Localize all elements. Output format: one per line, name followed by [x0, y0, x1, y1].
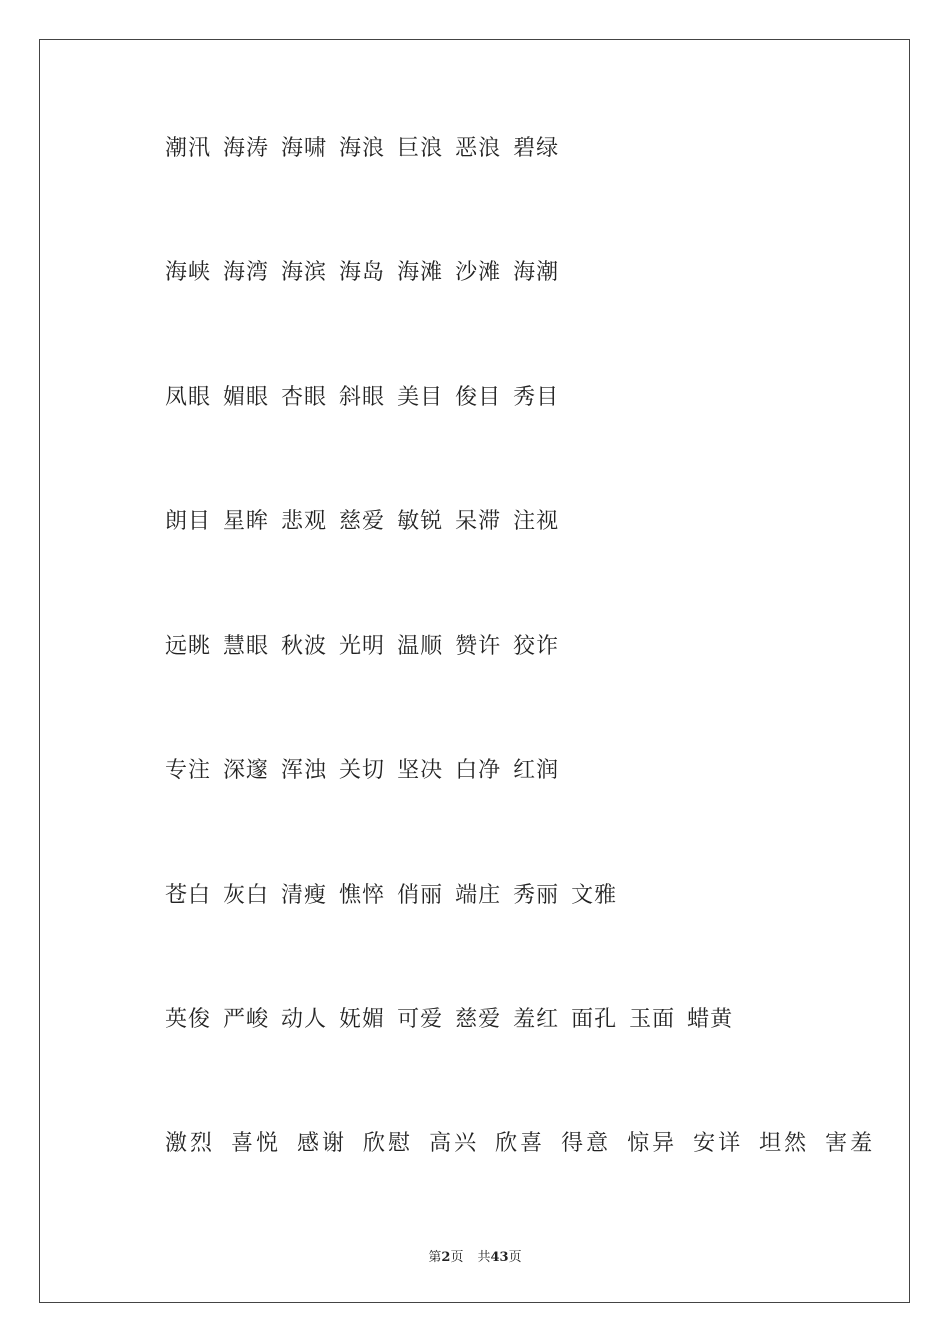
page-footer: [0, 1246, 950, 1265]
word: 关切: [339, 758, 386, 783]
word: 英俊: [165, 1007, 212, 1032]
word: 清瘦: [281, 883, 328, 908]
page-suffix: 页: [450, 1250, 464, 1265]
word: 赞许: [455, 634, 502, 659]
word: 碧绿: [513, 136, 560, 161]
word: 海滩: [397, 260, 444, 285]
word: 面孔: [571, 1007, 618, 1032]
word: 斜眼: [339, 385, 386, 410]
word-row-4: [165, 507, 571, 537]
word: 惊异: [627, 1131, 678, 1156]
word: 慧眼: [223, 634, 270, 659]
total-pages: 43: [490, 1250, 509, 1265]
word-row-6: [165, 756, 571, 786]
word: 狡诈: [513, 634, 560, 659]
word: 得意: [561, 1131, 612, 1156]
word-row-5: [165, 632, 571, 662]
word: 慈爱: [455, 1007, 502, 1032]
word: 羞红: [513, 1007, 560, 1032]
word: 欣慰: [363, 1131, 414, 1156]
word: 凤眼: [165, 385, 212, 410]
word: 安详: [693, 1131, 744, 1156]
word: 敏锐: [397, 509, 444, 534]
word: 高兴: [429, 1131, 480, 1156]
word: 沙滩: [455, 260, 502, 285]
word: 海潮: [513, 260, 560, 285]
word: 欣喜: [495, 1131, 546, 1156]
word: 星眸: [223, 509, 270, 534]
word: 俊目: [455, 385, 502, 410]
word-row-2: [165, 258, 571, 288]
word: 红润: [513, 758, 560, 783]
word-row-3: [165, 383, 571, 413]
word: 美目: [397, 385, 444, 410]
word: 白净: [455, 758, 502, 783]
word: 俏丽: [397, 883, 444, 908]
word: 海湾: [223, 260, 270, 285]
word: 喜悦: [231, 1131, 282, 1156]
word: 秀丽: [513, 883, 560, 908]
word: 端庄: [455, 883, 502, 908]
word: 感谢: [297, 1131, 348, 1156]
word: 憔悴: [339, 883, 386, 908]
word: 海浪: [339, 136, 386, 161]
word: 注视: [513, 509, 560, 534]
word: 杏眼: [281, 385, 328, 410]
word: 海峡: [165, 260, 212, 285]
word-row-1: [165, 134, 571, 164]
word: 坚决: [397, 758, 444, 783]
word: 恶浪: [455, 136, 502, 161]
word: 可爱: [397, 1007, 444, 1032]
word: 海滨: [281, 260, 328, 285]
word: 专注: [165, 758, 212, 783]
word-row-9: [165, 1129, 891, 1159]
word: 玉面: [629, 1007, 676, 1032]
word: 呆滞: [455, 509, 502, 534]
word: 深邃: [223, 758, 270, 783]
word: 害羞: [825, 1131, 876, 1156]
word: 海啸: [281, 136, 328, 161]
total-prefix: 共: [477, 1250, 491, 1265]
word: 妩媚: [339, 1007, 386, 1032]
word: 光明: [339, 634, 386, 659]
word: 海岛: [339, 260, 386, 285]
page-prefix: 第: [428, 1250, 442, 1265]
word: 巨浪: [397, 136, 444, 161]
word: 温顺: [397, 634, 444, 659]
page-frame: [39, 39, 910, 1303]
word: 文雅: [571, 883, 618, 908]
word: 朗目: [165, 509, 212, 534]
word: 苍白: [165, 883, 212, 908]
word: 海涛: [223, 136, 270, 161]
word: 潮汛: [165, 136, 212, 161]
word: 严峻: [223, 1007, 270, 1032]
word: 浑浊: [281, 758, 328, 783]
word-row-8: [165, 1005, 745, 1035]
word: 媚眼: [223, 385, 270, 410]
word: 坦然: [759, 1131, 810, 1156]
total-suffix: 页: [508, 1250, 522, 1265]
word: 悲观: [281, 509, 328, 534]
word: 动人: [281, 1007, 328, 1032]
word-row-7: [165, 881, 629, 911]
word: 蜡黄: [687, 1007, 734, 1032]
page-number: 2: [441, 1250, 451, 1265]
word: 远眺: [165, 634, 212, 659]
word: 激烈: [165, 1131, 216, 1156]
word: 秀目: [513, 385, 560, 410]
word: 慈爱: [339, 509, 386, 534]
word: 秋波: [281, 634, 328, 659]
word: 灰白: [223, 883, 270, 908]
